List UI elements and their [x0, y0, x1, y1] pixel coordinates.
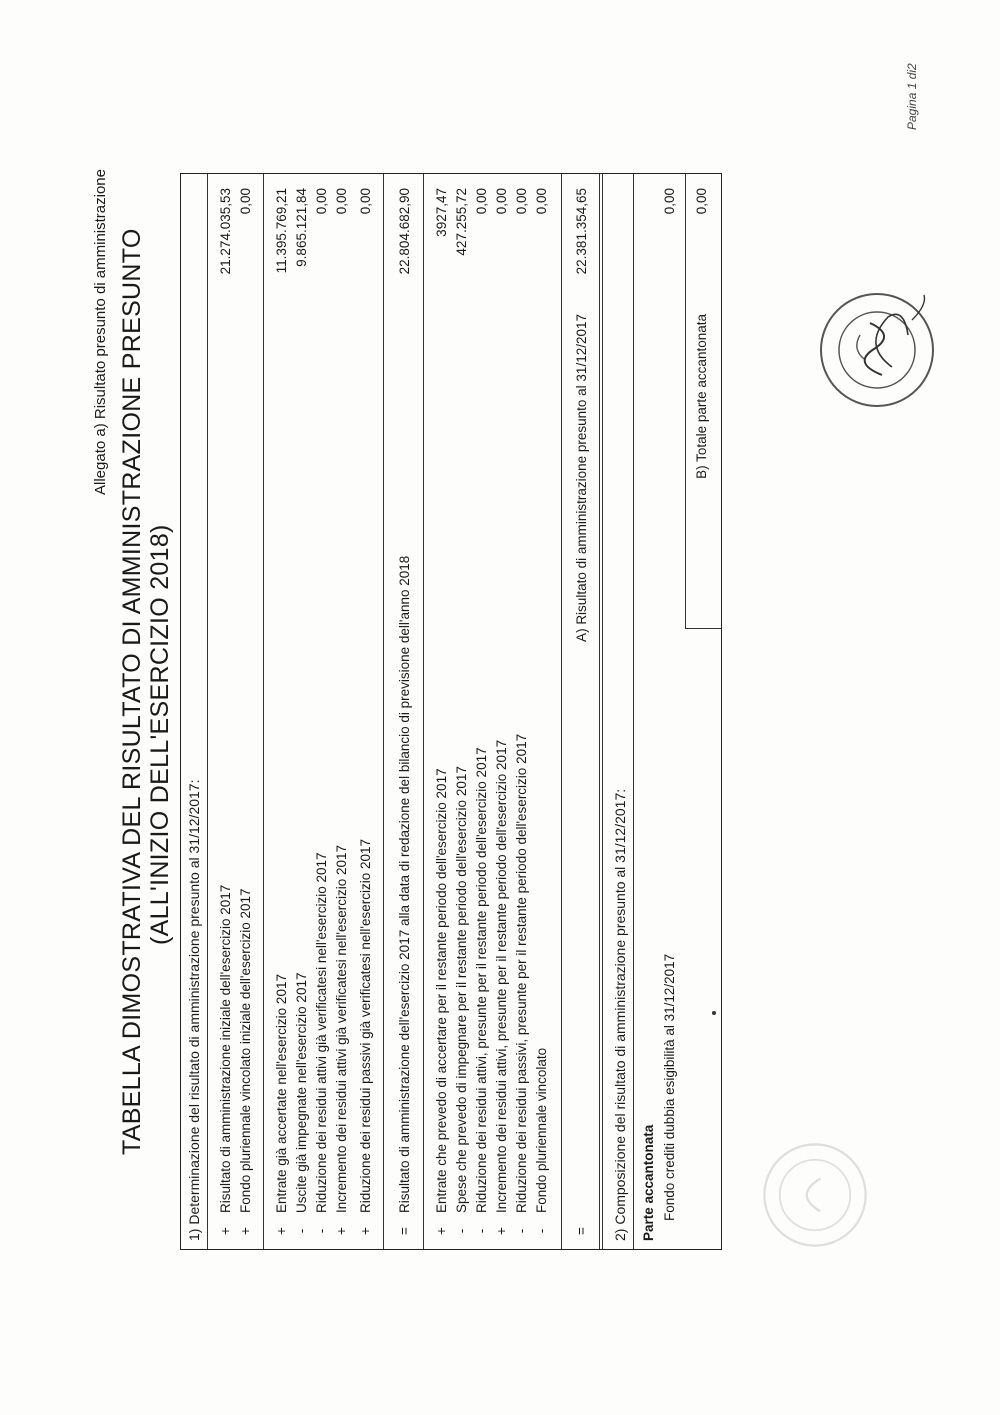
row-value: 0,00: [314, 188, 329, 215]
table-row: [471, 174, 493, 1249]
table-row: [235, 174, 257, 1249]
row-sign: +: [238, 1227, 253, 1235]
row-label: Fondo crediti dubbia esigibilità al 31/12/2017: [662, 953, 677, 1221]
row-sign: =: [397, 1227, 412, 1235]
row-label: Riduzione dei residui passivi, presunte per il restante periodo dell'esercizio 2017: [514, 733, 529, 1213]
divider: [599, 174, 600, 1249]
total-b-row: [691, 174, 713, 1249]
table-row: [491, 174, 513, 1249]
total-a-row: [571, 174, 593, 1249]
row-value: 0,00: [694, 188, 709, 215]
row-sign: +: [434, 1227, 449, 1235]
row-sign: -: [474, 1228, 489, 1234]
table-row: [331, 174, 353, 1249]
row-sign: -: [514, 1228, 529, 1234]
divider: [561, 174, 562, 1249]
attachment-label: Allegato a) Risultato presunto di amministrazione: [92, 169, 109, 495]
row-value: 0,00: [474, 188, 489, 215]
row-label: Fondo pluriennale vincolato iniziale dell'esercizio 2017: [238, 888, 253, 1213]
document-title: TABELLA DIMOSTRATIVA DEL RISULTATO DI AMMINISTRAZIONE PRESUNTO: [118, 228, 146, 1155]
result-table: [180, 173, 722, 1250]
official-stamp-icon: [812, 285, 942, 415]
row-sign: -: [314, 1228, 329, 1234]
row-label: A) Risultato di amministrazione presunto al 31/12/2017: [574, 314, 589, 642]
row-value: 427.255,72: [454, 188, 469, 256]
row-value: 22.804.682,90: [397, 188, 412, 275]
row-value: 0,00: [334, 188, 349, 215]
divider: [383, 174, 384, 1249]
table-row: [431, 174, 453, 1249]
row-sign: -: [454, 1228, 469, 1234]
row-sign: +: [218, 1227, 233, 1235]
row-sign: =: [574, 1227, 589, 1235]
row-sign: -: [294, 1228, 309, 1234]
divider: [423, 174, 424, 1249]
divider: [685, 174, 686, 629]
section1-heading: 1) Determinazione del risultato di amministrazione presunto al 31/12/2017:: [186, 779, 202, 1241]
divider: [602, 174, 603, 1249]
subtotal-row: [394, 174, 416, 1249]
row-label: Riduzione dei residui passivi già verificatesi nell'esercizio 2017: [358, 838, 373, 1213]
row-value: 3927,47: [434, 188, 449, 237]
row-label: Entrate già accertate nell'esercizio 2017: [274, 974, 289, 1213]
row-label: Spese che prevedo di impegnare per il restante periodo dell'esercizio 2017: [454, 766, 469, 1213]
table-row: [451, 174, 473, 1249]
row-label: Risultato di amministrazione dell'esercizio 2017 alla data di redazione del bilancio di previsione dell'anno 2018: [397, 555, 412, 1213]
row-sign: +: [358, 1227, 373, 1235]
table-row: [531, 174, 553, 1249]
table-row: [311, 174, 333, 1249]
ghost-stamp-icon: [760, 1140, 870, 1250]
row-sign: +: [334, 1227, 349, 1235]
table-row: [511, 174, 533, 1249]
row-label: Entrate che prevedo di accertare per il restante periodo dell'esercizio 2017: [434, 768, 449, 1213]
divider: [633, 174, 634, 1249]
row-label: Incremento dei residui attivi già verificatesi nell'esercizio 2017: [334, 844, 349, 1213]
section2-heading: 2) Composizione del risultato di amministrazione presunto al 31/12/2017:: [612, 788, 628, 1241]
row-value: 0,00: [358, 188, 373, 215]
row-sign: -: [534, 1228, 549, 1234]
row-label: Uscite già impegnate nell'esercizio 2017: [294, 972, 309, 1213]
table-row: [271, 174, 293, 1249]
row-label: Risultato di amministrazione iniziale dell'esercizio 2017: [218, 884, 233, 1213]
divider: [263, 174, 264, 1249]
table-row: [215, 174, 237, 1249]
row-sign: +: [494, 1227, 509, 1235]
table-row: [291, 174, 313, 1249]
row-value: 21.274.035,53: [218, 188, 233, 275]
row-label: Riduzione dei residui attivi, presunte per il restante periodo dell'esercizio 2017: [474, 747, 489, 1213]
row-value: 0,00: [514, 188, 529, 215]
page-number: Pagina 1 di2: [905, 63, 919, 130]
row-value: 9.865.121,84: [294, 188, 309, 267]
scan-speck: [712, 1011, 716, 1015]
row-label: B) Totale parte accantonata: [694, 314, 709, 479]
row-value: 0,00: [662, 188, 677, 215]
row-value: 0,00: [494, 188, 509, 215]
row-label: Incremento dei residui attivi, presunte per il restante periodo dell'esercizio 2017: [494, 739, 509, 1213]
row-value: 0,00: [534, 188, 549, 215]
row-label: Fondo pluriennale vincolato: [534, 1047, 549, 1213]
row-value: 11.395.769,21: [274, 188, 289, 274]
table-row: [355, 174, 377, 1249]
divider: [685, 628, 721, 629]
section2-subheading: Parte accantonata: [641, 1124, 656, 1241]
divider: [207, 174, 208, 1249]
table-row: [659, 174, 681, 1249]
row-value: 0,00: [238, 188, 253, 215]
row-label: Riduzione dei residui attivi già verificatesi nell'esercizio 2017: [314, 852, 329, 1213]
row-value: 22.381.354,65: [574, 188, 589, 275]
row-sign: +: [274, 1227, 289, 1235]
document-subtitle: (ALL'INIZIO DELL'ESERCIZIO 2018): [146, 524, 174, 945]
